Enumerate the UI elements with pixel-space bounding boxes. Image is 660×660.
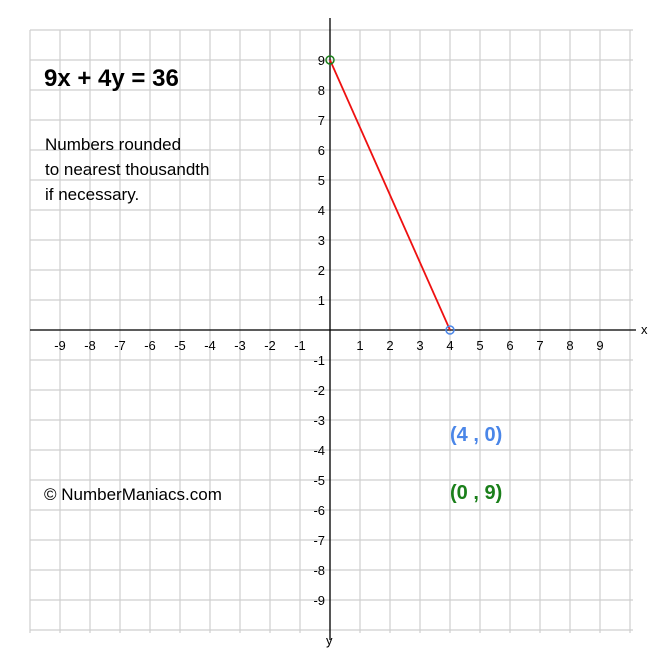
y-tick-label: -4 xyxy=(313,443,325,458)
x-tick-label: -1 xyxy=(294,338,306,353)
y-tick-label: -9 xyxy=(313,593,325,608)
intercept-label: (4 , 0) xyxy=(450,424,503,446)
y-axis-label: y xyxy=(326,633,333,648)
y-tick-label: -1 xyxy=(313,353,325,368)
chart-title: 9x + 4y = 36 xyxy=(44,65,179,92)
y-tick-label: 4 xyxy=(317,203,325,218)
x-tick-label: 7 xyxy=(536,338,544,353)
rounding-note-line-3: if necessary. xyxy=(45,185,140,204)
x-tick-label: 1 xyxy=(356,338,364,353)
x-tick-label: 8 xyxy=(566,338,574,353)
x-tick-label: -6 xyxy=(144,338,156,353)
rounding-note-line-2: to nearest thousandth xyxy=(45,160,210,179)
x-tick-label: 6 xyxy=(506,338,514,353)
x-tick-label: 9 xyxy=(596,338,604,353)
copyright-notice: © NumberManiacs.com xyxy=(44,485,222,504)
x-tick-label: 4 xyxy=(446,338,454,353)
x-tick-label: 2 xyxy=(386,338,394,353)
x-axis-label: x xyxy=(641,322,648,337)
x-tick-label: 3 xyxy=(416,338,424,353)
y-tick-label: -2 xyxy=(313,383,325,398)
grid-lines xyxy=(30,30,633,633)
rounding-note-line-1: Numbers rounded xyxy=(45,135,182,154)
axes xyxy=(30,18,636,640)
y-tick-label: 1 xyxy=(317,293,325,308)
y-tick-label: -7 xyxy=(313,533,325,548)
y-tick-label: 8 xyxy=(317,83,325,98)
y-tick-label: 9 xyxy=(317,53,325,68)
point-labels xyxy=(450,424,502,504)
intercept-label: (0 , 9) xyxy=(450,482,503,504)
y-tick-label: 7 xyxy=(317,113,325,128)
y-tick-label: -5 xyxy=(313,473,325,488)
y-tick-label: 6 xyxy=(317,143,325,158)
x-tick-label: 5 xyxy=(476,338,484,353)
x-tick-label: -7 xyxy=(114,338,126,353)
y-tick-label: -8 xyxy=(313,563,325,578)
x-tick-label: -9 xyxy=(54,338,66,353)
y-tick-label: -3 xyxy=(313,413,325,428)
y-tick-label: 2 xyxy=(317,263,325,278)
x-tick-label: -3 xyxy=(234,338,246,353)
y-tick-label: 5 xyxy=(317,173,325,188)
x-tick-label: -5 xyxy=(174,338,186,353)
y-tick-label: 3 xyxy=(317,233,325,248)
x-tick-label: -8 xyxy=(84,338,96,353)
x-tick-label: -4 xyxy=(204,338,216,353)
x-tick-labels xyxy=(54,338,603,353)
y-tick-label: -6 xyxy=(313,503,325,518)
x-tick-label: -2 xyxy=(264,338,276,353)
